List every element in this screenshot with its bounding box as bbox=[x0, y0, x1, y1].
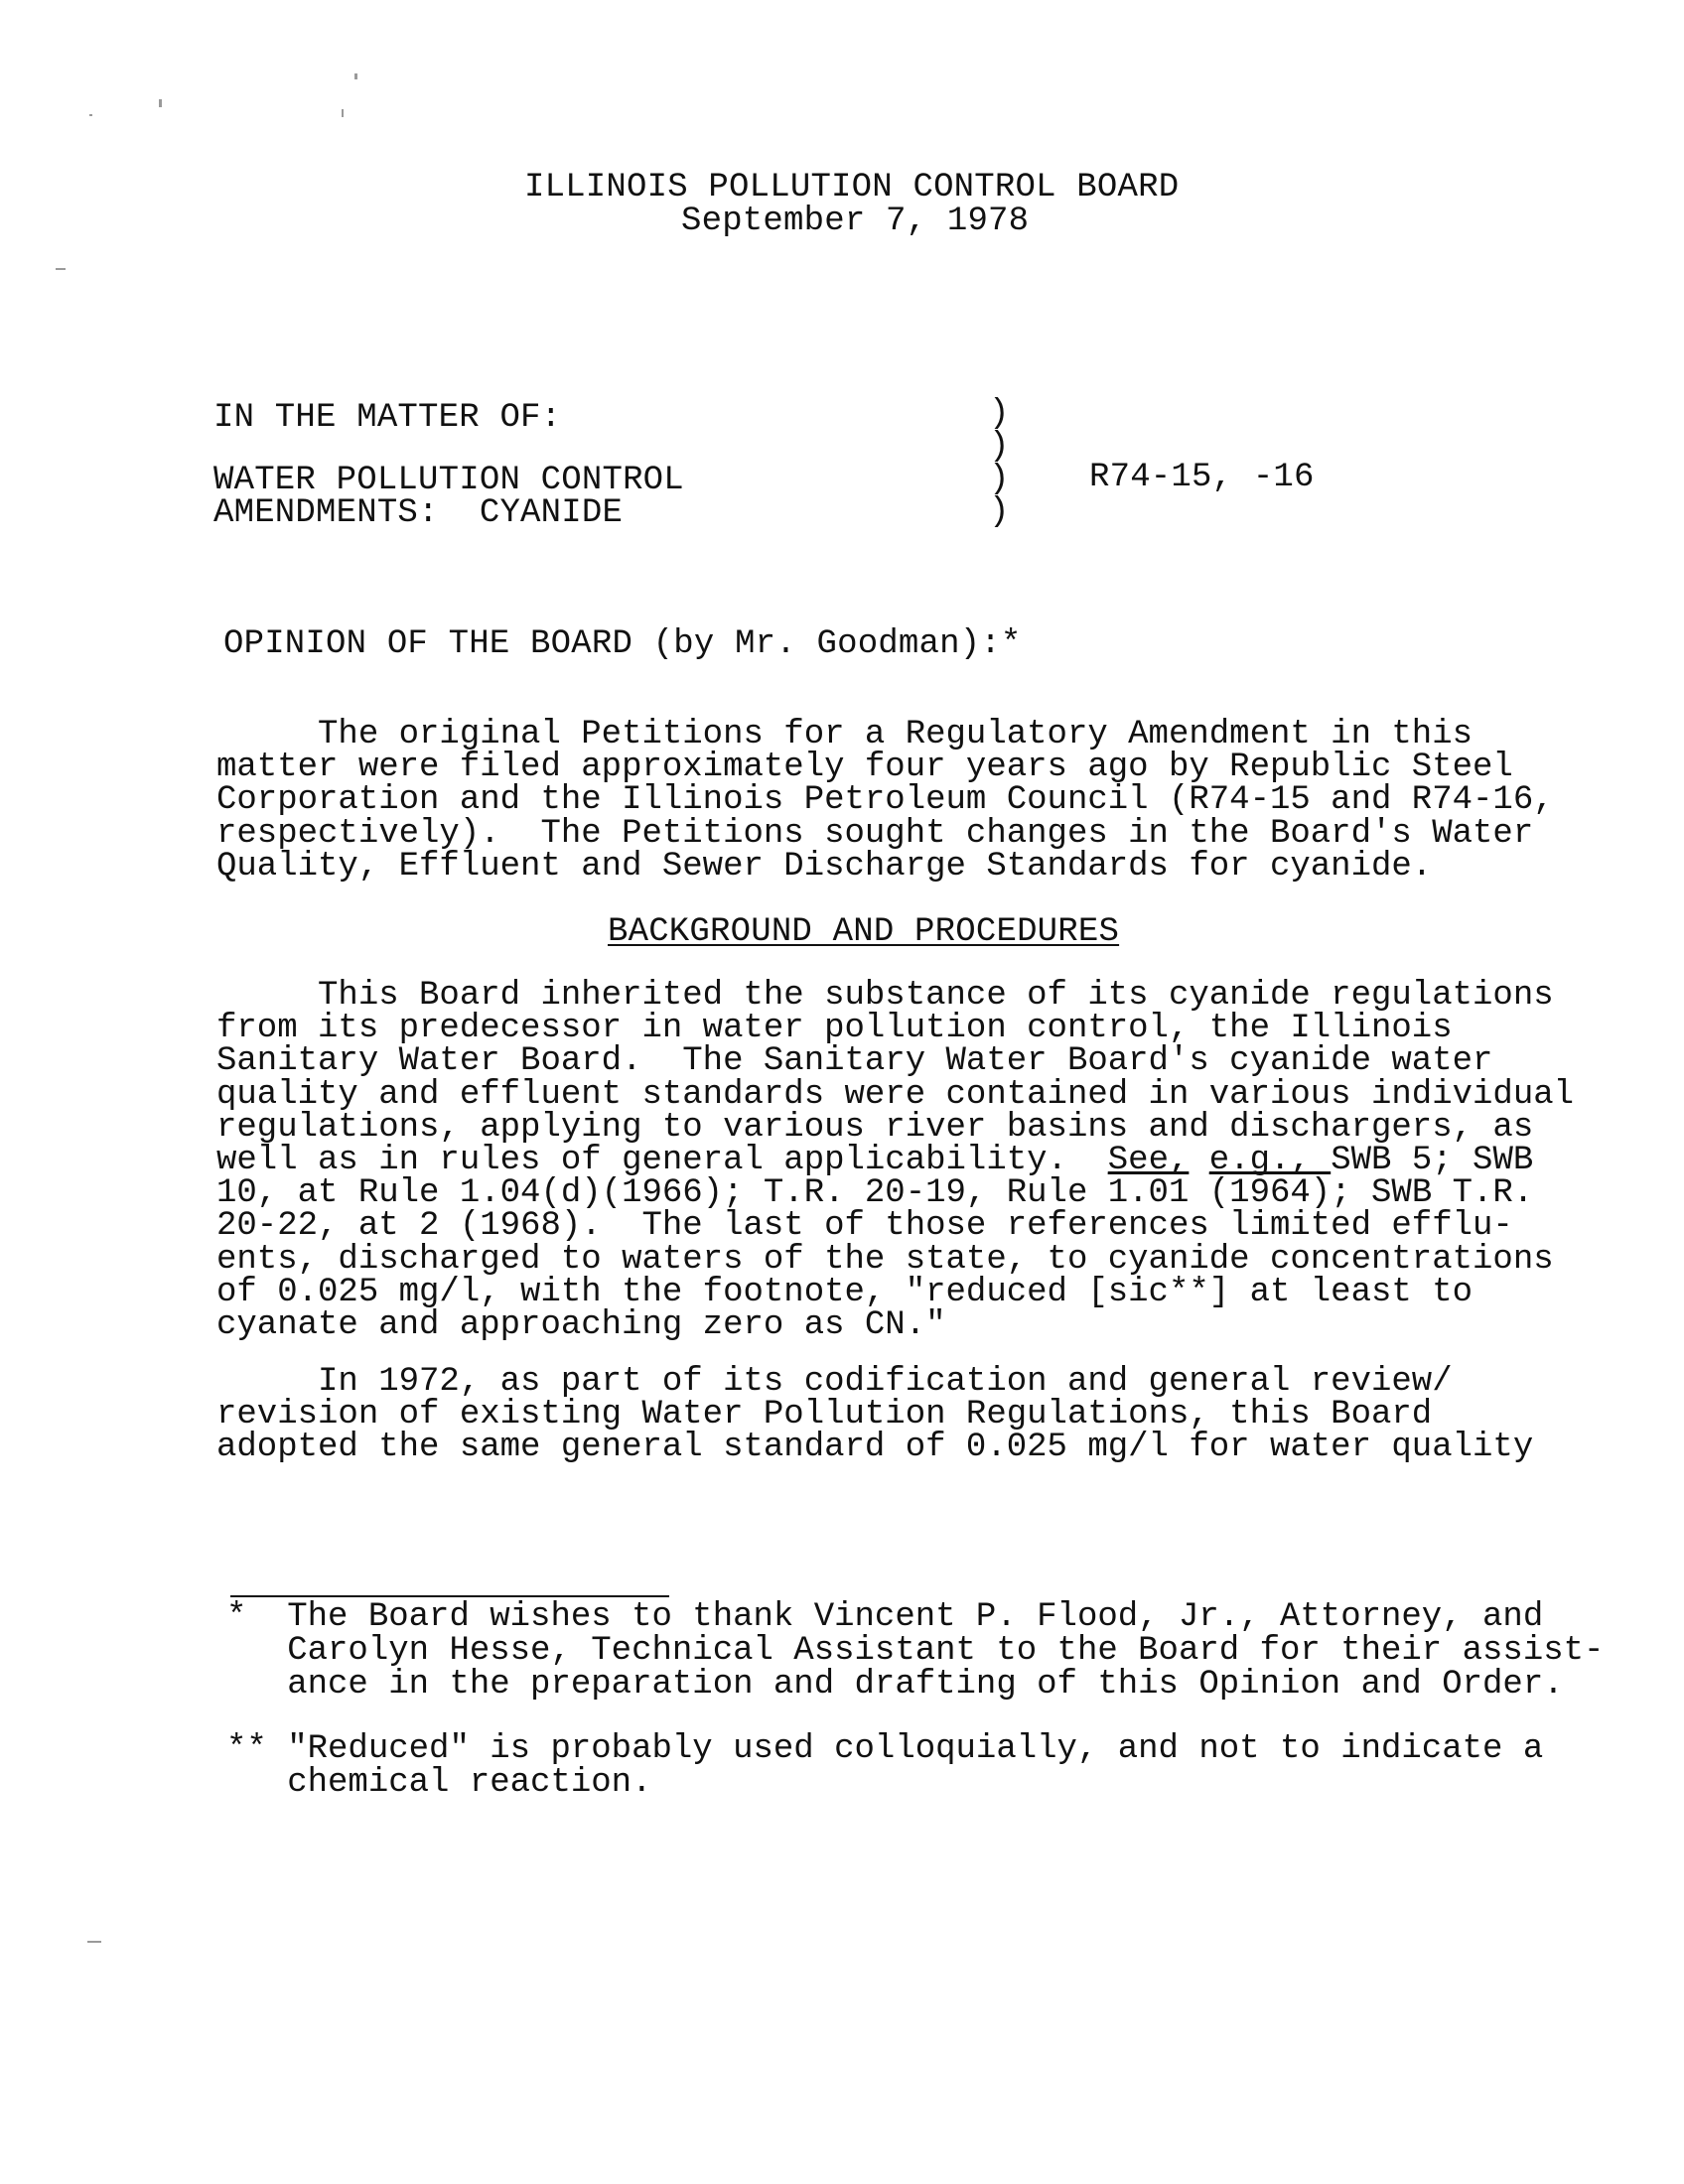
text-line: 20-22, at 2 (1968). The last of those references limited efflu- bbox=[216, 1207, 1513, 1246]
caption-parenthesis: ) bbox=[989, 461, 1010, 498]
text-line: Quality, Effluent and Sewer Discharge Standards for cyanide. bbox=[216, 847, 1433, 886]
paragraph-background: This Board inherited the substance of its cyanide regulations from its predecessor in water pollution control, the Illinois Sanitary Water Board. The Sanitary Water Board's cyanide water quality and effluent standards were contained in various individual regulations, applying to various river basins and dischargers, as well as in rules of general applicability. See, e.g., SWB 5; SWB 10, at Rule 1.04(d)(1966); T.R. 20-19, Rule 1.01 (1964); SWB T.R. 20-22, at 2 (1968). The last of those references limited efflu- ents, discharged to waters of the state, to cyanide concentrations of 0.025 mg/l, with the footnote, "reduced [sic**] at least to cyanate and approaching zero as CN." bbox=[216, 977, 1575, 1345]
text-line: Sanitary Water Board. The Sanitary Water Board's cyanide water bbox=[216, 1042, 1493, 1081]
text-line: chemical reaction. bbox=[287, 1764, 652, 1802]
text-line: The Board wishes to thank Vincent P. Flood, Jr., Attorney, and bbox=[287, 1598, 1544, 1636]
text-line: The original Petitions for a Regulatory Amendment in this bbox=[216, 716, 1474, 753]
footnote-marker: * bbox=[226, 1598, 247, 1636]
footnote-rule bbox=[230, 1595, 669, 1597]
text-line: quality and effluent standards were contained in various individual bbox=[216, 1075, 1575, 1114]
caption-parenthesis: ) bbox=[989, 493, 1010, 531]
case-title-line-1: WATER POLLUTION CONTROL bbox=[213, 462, 684, 499]
footnote-marker: ** bbox=[226, 1730, 267, 1768]
document-date: September 7, 1978 bbox=[681, 203, 1030, 240]
text-line: This Board inherited the substance of its cyanide regulations bbox=[216, 977, 1554, 1015]
text-line: well as in rules of general applicability. bbox=[216, 1142, 1067, 1180]
text-line: revision of existing Water Pollution Regulations, this Board bbox=[216, 1396, 1433, 1434]
board-name: ILLINOIS POLLUTION CONTROL BOARD bbox=[524, 169, 1180, 206]
citation-eg: e.g. bbox=[1208, 1142, 1291, 1180]
footnote-2 bbox=[226, 1732, 1543, 1800]
text-line: ance in the preparation and drafting of this Opinion and Order. bbox=[287, 1666, 1564, 1704]
citation-see: See bbox=[1107, 1142, 1169, 1180]
scan-speck bbox=[354, 73, 357, 79]
rule-number: 1.01 bbox=[1107, 1174, 1190, 1213]
text-line: adopted the same general standard of 0.025 mg/l for water quality bbox=[216, 1429, 1534, 1467]
paragraph-intro bbox=[216, 716, 1554, 886]
paragraph-1972 bbox=[216, 1363, 1534, 1467]
scan-speck bbox=[87, 1941, 101, 1943]
text-line: 10, at Rule 1.04(d)(1966); T.R. 20-19, Rule bbox=[216, 1174, 1108, 1213]
text-line: "Reduced" is probably used colloquially, and not to indicate a bbox=[287, 1730, 1544, 1768]
scan-speck bbox=[342, 109, 344, 117]
caption-parenthesis: ) bbox=[989, 428, 1010, 466]
case-title-line-2: AMENDMENTS: CYANIDE bbox=[213, 494, 624, 532]
scan-speck bbox=[89, 114, 92, 116]
text-line: from its predecessor in water pollution control, the Illinois bbox=[216, 1010, 1453, 1048]
text-line: regulations, applying to various river basins and dischargers, as bbox=[216, 1108, 1534, 1147]
text-fragment: ; SWB T.R. bbox=[1331, 1174, 1534, 1213]
opinion-heading: OPINION OF THE BOARD (by Mr. Goodman):* bbox=[223, 625, 1022, 663]
text-line: cyanate and approaching zero as CN." bbox=[216, 1306, 946, 1345]
text-line: of 0.025 mg/l, with the footnote, "reduced [sic**] at least to bbox=[216, 1273, 1474, 1311]
text-fragment: , SWB 5; SWB bbox=[1290, 1142, 1534, 1180]
scan-speck bbox=[159, 99, 162, 107]
section-heading: BACKGROUND AND PROCEDURES bbox=[608, 913, 1120, 951]
text-line: respectively). The Petitions sought changes in the Board's Water bbox=[216, 814, 1534, 853]
text-line: Carolyn Hesse, Technical Assistant to the Board for their assist- bbox=[287, 1632, 1605, 1670]
footnote-1 bbox=[226, 1600, 1604, 1702]
scan-speck bbox=[56, 268, 66, 270]
rule-year: (1964) bbox=[1208, 1174, 1332, 1213]
caption-parenthesis: ) bbox=[989, 395, 1010, 433]
text-line: In 1972, as part of its codification and general review/ bbox=[216, 1363, 1453, 1401]
text-line: matter were filed approximately four years ago by Republic Steel bbox=[216, 749, 1513, 787]
docket-number: R74-15, -16 bbox=[1089, 459, 1315, 496]
text-line: ents, discharged to waters of the state, to cyanide concentrations bbox=[216, 1240, 1554, 1279]
text-line: Corporation and the Illinois Petroleum Council (R74-15 and R74-16, bbox=[216, 781, 1554, 820]
in-the-matter-of: IN THE MATTER OF: bbox=[213, 399, 562, 437]
